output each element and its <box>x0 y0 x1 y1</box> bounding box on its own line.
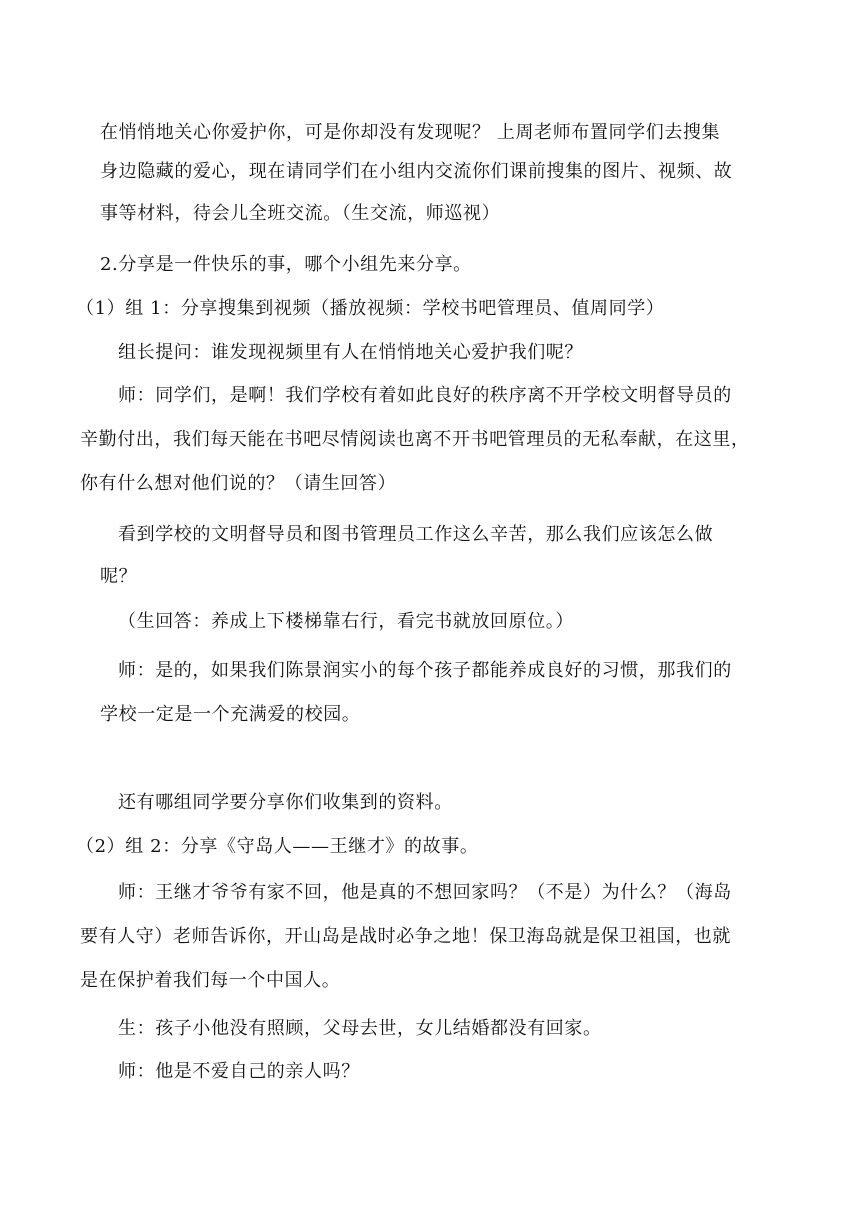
paragraph-line: 师：同学们，是啊！我们学校有着如此良好的秩序离不开学校文明督导员的 <box>118 385 732 406</box>
paragraph-line: 2.分享是一件快乐的事，哪个小组先来分享。 <box>100 254 472 275</box>
paragraph-line: 呢？ <box>100 566 138 587</box>
paragraph-line: 学校一定是一个充满爱的校园。 <box>100 704 361 725</box>
paragraph-line: 师：王继才爷爷有家不回，他是真的不想回家吗？（不是）为什么？（海岛 <box>118 882 732 903</box>
paragraph-line: 辛勤付出，我们每天能在书吧尽情阅读也离不开书吧管理员的无私奉献，在这里， <box>80 429 750 450</box>
paragraph-line: 事等材料，待会儿全班交流。（生交流，师巡视） <box>100 203 501 224</box>
paragraph-line: 组长提问：谁发现视频里有人在悄悄地关心爱护我们呢？ <box>118 342 583 363</box>
paragraph-line: 在悄悄地关心你爱护你，可是你却没有发现呢？ 上周老师布置同学们去搜集 <box>100 122 721 143</box>
paragraph-line: 还有哪组同学要分享你们收集到的资料。 <box>118 792 453 813</box>
paragraph-line: 看到学校的文明督导员和图书管理员工作这么辛苦，那么我们应该怎么做 <box>118 524 714 545</box>
paragraph-line: 生：孩子小他没有照顾，父母去世，女儿结婚都没有回家。 <box>118 1018 602 1039</box>
paragraph-line: 身边隐藏的爱心，现在请同学们在小组内交流你们课前搜集的图片、视频、故 <box>100 161 733 182</box>
paragraph-line: （2）组 2：分享《守岛人——王继才》的故事。 <box>76 836 479 857</box>
paragraph-line: （1）组 1：分享搜集到视频（播放视频：学校书吧管理员、值周同学） <box>76 298 665 319</box>
paragraph-line: 师：是的，如果我们陈景润实小的每个孩子都能养成良好的习惯，那我们的 <box>118 660 732 681</box>
paragraph-line: 师：他是不爱自己的亲人吗？ <box>118 1061 360 1082</box>
paragraph-line: （生回答：养成上下楼梯靠右行，看完书就放回原位。） <box>118 611 574 632</box>
paragraph-line: 要有人守）老师告诉你，开山岛是战时必争之地！保卫海岛就是保卫祖国，也就 <box>80 926 731 947</box>
paragraph-line: 是在保护着我们每一个中国人。 <box>80 970 341 991</box>
paragraph-line: 你有什么想对他们说的？（请生回答） <box>80 473 397 494</box>
